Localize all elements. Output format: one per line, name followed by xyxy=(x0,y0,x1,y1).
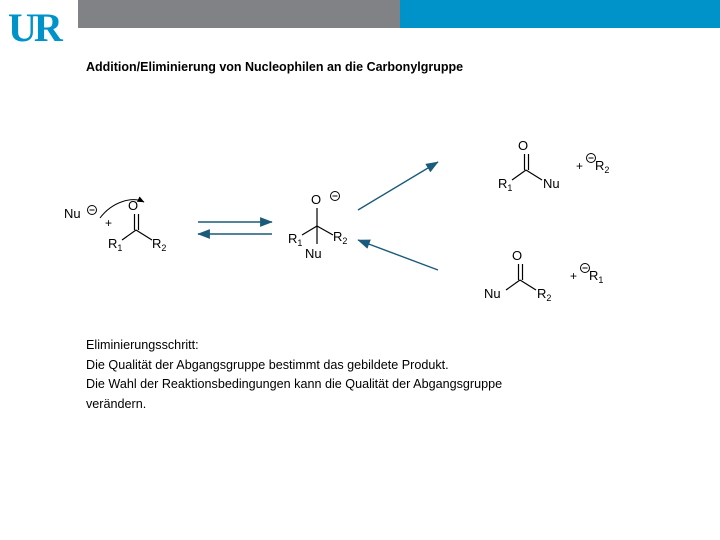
label-oxygen-reactant: O xyxy=(128,198,139,213)
label-oxygen-product-bottom: O xyxy=(512,248,523,263)
label-r1-product-top: $R_1$ xyxy=(498,176,513,193)
header-bar-blue xyxy=(400,0,720,28)
label-plus-top: + xyxy=(576,159,584,173)
arrow-to-top-product xyxy=(358,162,438,210)
body-line-2: Die Qualität der Abgangsgruppe bestimmt das gebildete Produkt. xyxy=(86,357,449,372)
equilibrium-arrows xyxy=(198,222,272,234)
label-r1-leaving-group: $R_1$ xyxy=(589,268,604,285)
arrow-from-bottom-product xyxy=(358,240,438,270)
label-nucleophile-reactant: Nu xyxy=(64,206,81,221)
label-nucleophile-product-bottom: Nu xyxy=(484,286,501,301)
label-r1-intermediate: $R_1$ xyxy=(288,231,303,248)
body-line-3: Die Wahl der Reaktionsbedingungen kann die Qualität der Abgangsgruppe xyxy=(86,377,503,391)
reaction-scheme xyxy=(40,110,680,325)
label-nucleophile-product-top: Nu xyxy=(543,176,560,191)
slide-body xyxy=(86,336,686,414)
logo-text: UR xyxy=(8,5,60,50)
label-r2-reactant: $R_2$ xyxy=(152,236,167,253)
slide-header xyxy=(0,0,720,50)
header-bar-gray xyxy=(78,0,400,28)
body-line-4: verändern. xyxy=(86,396,147,411)
label-r1-reactant: $R_1$ xyxy=(108,236,123,253)
label-nucleophile-intermediate: Nu xyxy=(305,246,322,261)
label-r2-leaving-group: $R_2$ xyxy=(595,158,610,175)
label-oxygen-product-top: O xyxy=(518,138,529,153)
label-oxygen-intermediate: O xyxy=(311,192,322,207)
label-plus-bottom: + xyxy=(570,269,578,283)
university-logo-icon xyxy=(8,5,78,50)
reaction-scheme-graphic xyxy=(40,110,680,325)
label-r2-intermediate: $R_2$ xyxy=(333,229,348,246)
page-title: Addition/Eliminierung von Nucleophilen an die Carbonylgruppe xyxy=(86,60,464,74)
label-plus-left: + xyxy=(105,216,113,230)
body-line-1: Eliminierungsschritt: xyxy=(86,338,199,352)
label-r2-product-bottom: $R_2$ xyxy=(537,286,552,303)
